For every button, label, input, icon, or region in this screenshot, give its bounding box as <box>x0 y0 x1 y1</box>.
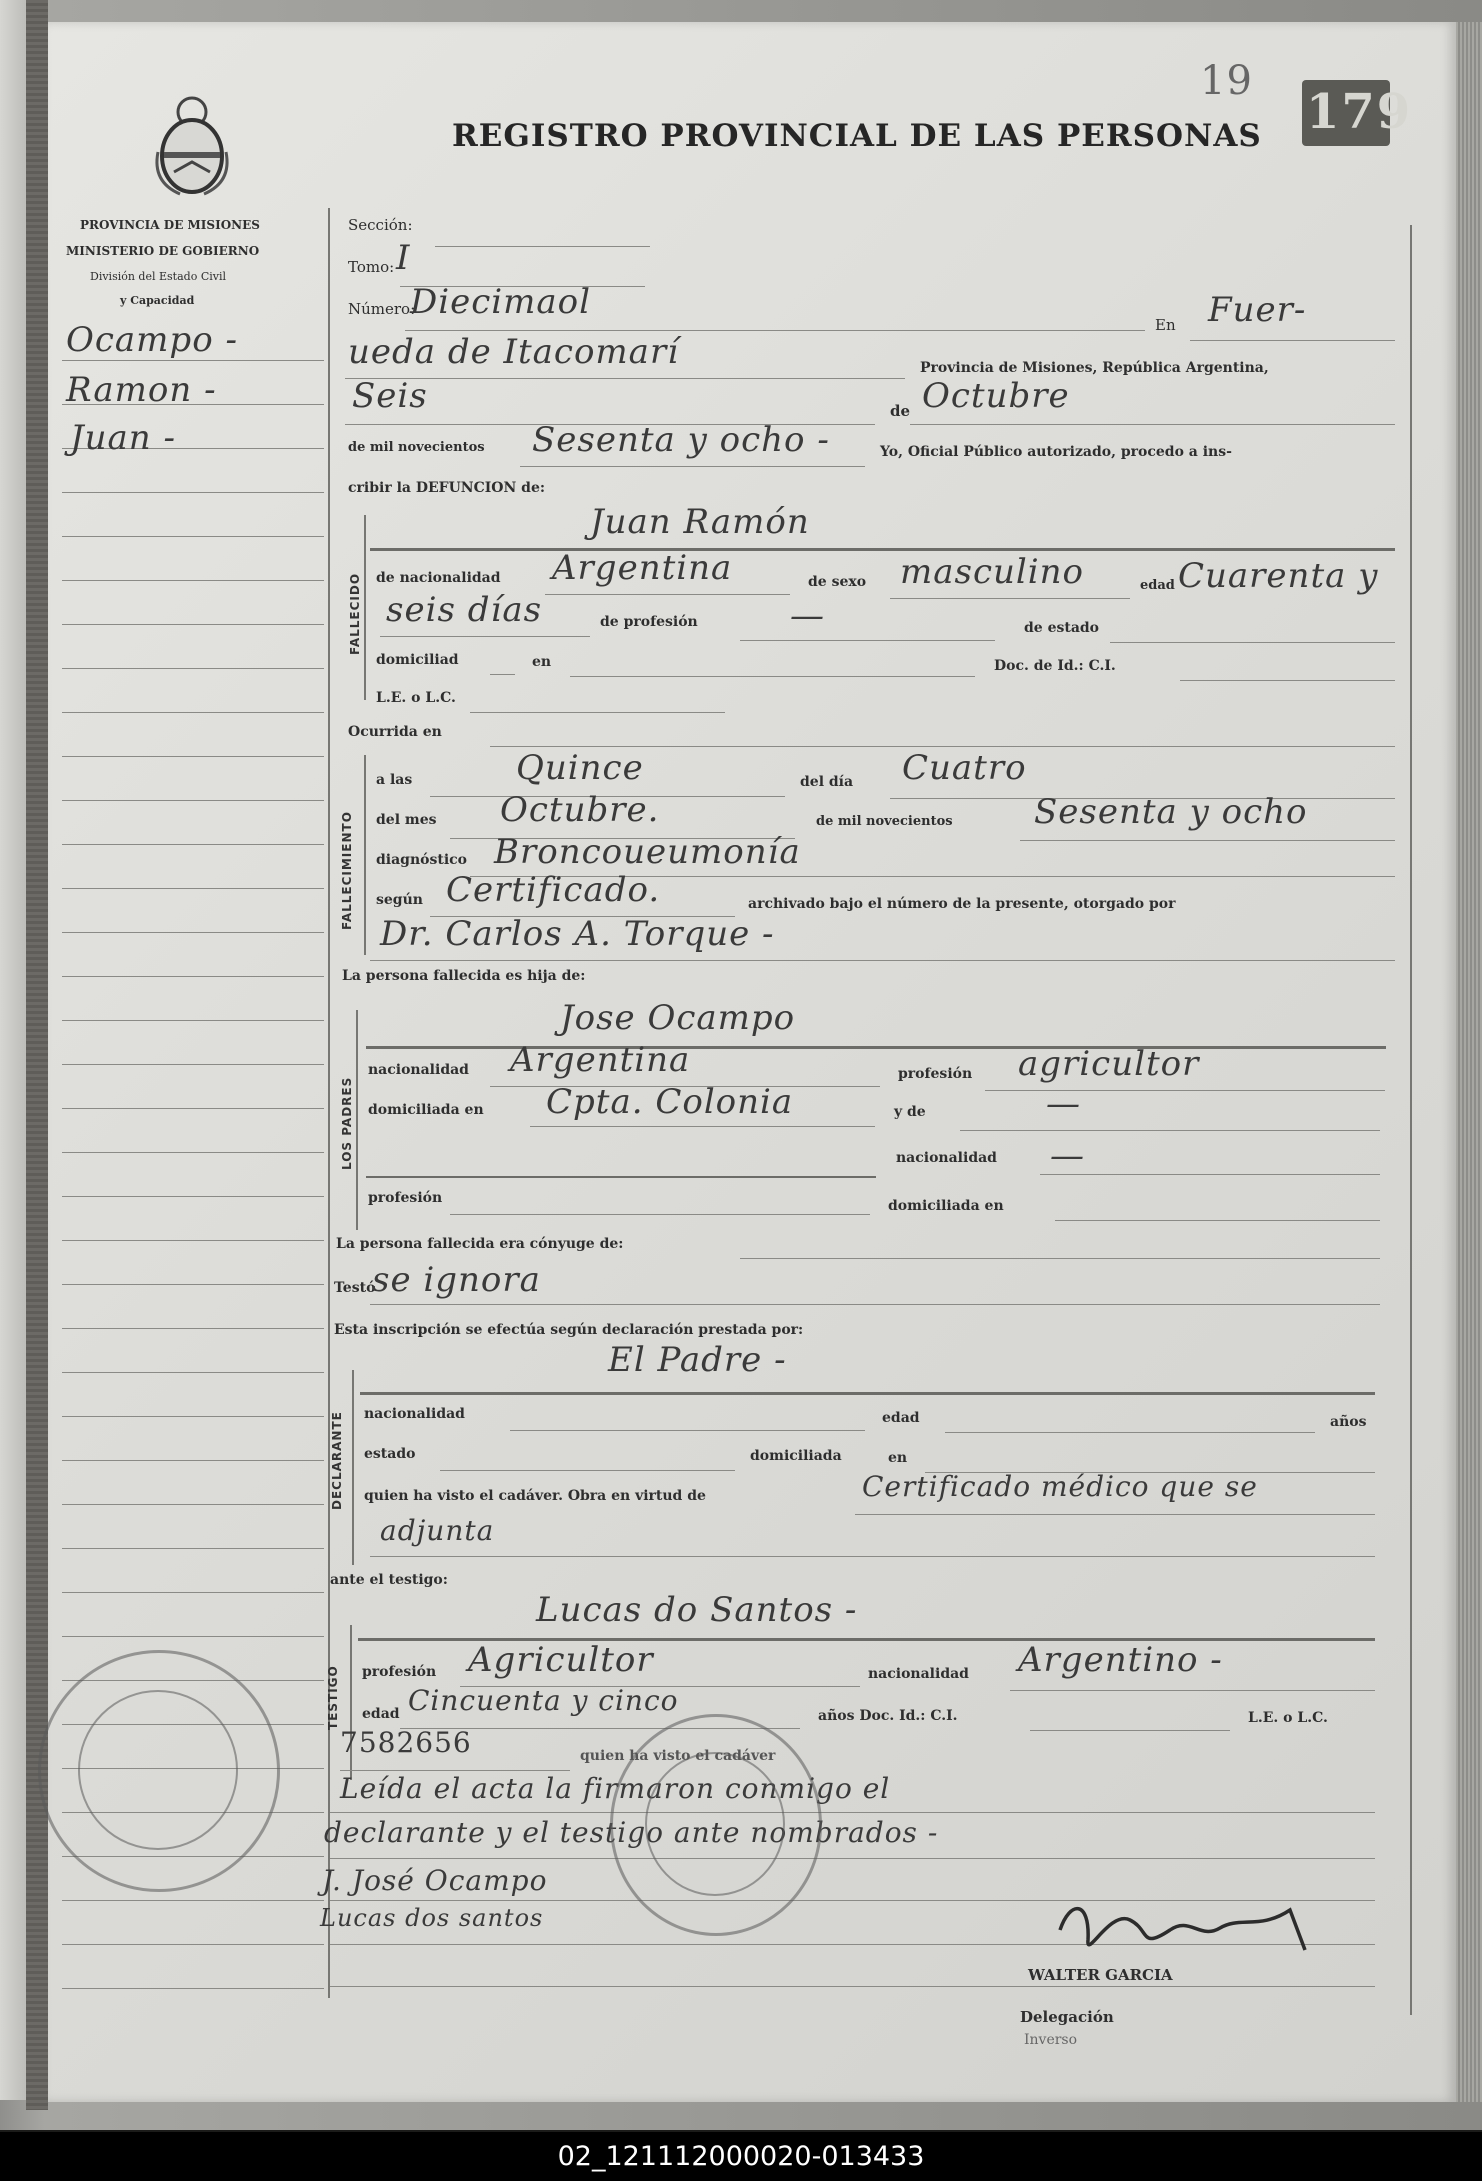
label-quien-visto: quien ha visto el cadáver <box>580 1748 776 1764</box>
label-domiciliada-en-2: domiciliada en <box>888 1198 1004 1214</box>
label-provincia: Provincia de Misiones, República Argentina, <box>920 360 1269 376</box>
margin-rule <box>62 536 324 537</box>
value-edad-2: seis días <box>386 590 543 630</box>
margin-rule <box>62 492 324 493</box>
margin-rule <box>62 756 324 757</box>
margin-rule <box>62 1240 324 1241</box>
round-stamp-center-inner <box>645 1752 785 1896</box>
label-inscribir: cribir la DEFUNCION de: <box>348 480 546 496</box>
value-nac-padre: Argentina <box>510 1040 691 1080</box>
official-inverso: Inverso <box>1024 2032 1078 2048</box>
margin-rule <box>62 1372 324 1373</box>
body-rule <box>330 1812 1375 1813</box>
value-nombre: Juan Ramón <box>590 502 810 542</box>
value-numero: Diecimaol <box>410 282 592 322</box>
margin-rule <box>62 1284 324 1285</box>
side-label-fallecido: FALLECIDO <box>348 572 362 655</box>
label-tomo: Tomo: <box>348 258 395 276</box>
value-dia: Seis <box>352 376 428 416</box>
margin-name-2: Ramon - <box>66 370 217 410</box>
label-testo: Testó <box>334 1280 376 1296</box>
margin-rule <box>62 888 324 889</box>
office-line-4: y Capacidad <box>120 294 195 307</box>
margin-rule <box>62 1416 324 1417</box>
label-a-las: a las <box>376 772 413 788</box>
label-del-mes: del mes <box>376 812 437 828</box>
label-domiciliada-en: domiciliada en <box>368 1102 484 1118</box>
label-edad: edad <box>1140 578 1175 593</box>
label-le-lc-2: L.E. o L.C. <box>1248 1710 1328 1726</box>
margin-rule <box>62 580 324 581</box>
right-border <box>1410 225 1412 2015</box>
folio-handwritten: 19 <box>1200 58 1253 104</box>
value-dia-fall: Cuatro <box>902 748 1027 788</box>
margin-name-1: Ocampo - <box>66 320 238 360</box>
label-y-de: y de <box>894 1104 926 1120</box>
margin-rule <box>62 1504 324 1505</box>
label-nacionalidad-2: nacionalidad <box>368 1062 469 1078</box>
label-domiciliada-2: domiciliada <box>750 1448 842 1464</box>
margin-rule <box>62 1328 324 1329</box>
label-hija-de: La persona fallecida es hija de: <box>342 968 586 984</box>
label-conyuge: La persona fallecida era cónyuge de: <box>336 1236 624 1252</box>
page-title: REGISTRO PROVINCIAL DE LAS PERSONAS <box>452 118 1262 154</box>
label-anos: años <box>1330 1414 1367 1430</box>
margin-rule <box>62 712 324 713</box>
value-padre: Jose Ocampo <box>560 998 796 1038</box>
margin-rule <box>62 1548 324 1549</box>
value-nacionalidad: Argentina <box>552 548 733 588</box>
label-inscripcion: Esta inscripción se efectúa según declaración prestada por: <box>334 1322 804 1338</box>
label-numero: Número: <box>348 300 416 318</box>
office-line-2: MINISTERIO DE GOBIERNO <box>66 244 260 258</box>
value-mes: Octubre <box>922 376 1070 416</box>
value-tomo: I <box>396 238 411 278</box>
value-otorgado: Dr. Carlos A. Torque - <box>380 914 775 954</box>
image-caption: 02_121112000020-013433 <box>0 2132 1482 2181</box>
label-edad-3: edad <box>362 1706 400 1722</box>
label-estado: de estado <box>1024 620 1100 636</box>
value-leida-1: Leída el acta la firmaron conmigo el <box>340 1772 891 1805</box>
margin-rule <box>62 1900 324 1901</box>
label-testigo: ante el testigo: <box>330 1572 448 1588</box>
label-nacionalidad: de nacionalidad <box>376 570 501 586</box>
label-de: de <box>890 402 911 420</box>
margin-rule <box>62 624 324 625</box>
label-doc: Doc. de Id.: C.I. <box>994 658 1116 674</box>
label-profesion: de profesión <box>600 614 698 630</box>
body-rule <box>330 1986 1375 1987</box>
value-segun: Certificado. <box>446 870 661 910</box>
folio-stamp-number: 179 <box>1306 84 1413 140</box>
value-ci-testigo: 7582656 <box>340 1726 472 1759</box>
margin-rule <box>62 1196 324 1197</box>
value-nac-madre: — <box>1050 1136 1085 1176</box>
label-edad-2: edad <box>882 1410 920 1426</box>
margin-rule <box>62 1592 324 1593</box>
side-label-fallecimiento: FALLECIMIENTO <box>340 811 354 930</box>
value-diagnostico: Broncoueumonía <box>494 832 801 872</box>
value-obra-2: adjunta <box>380 1514 495 1547</box>
margin-rule <box>62 932 324 933</box>
value-prof-padre: agricultor <box>1018 1044 1200 1084</box>
value-anio-fall: Sesenta y ocho <box>1034 792 1308 832</box>
margin-rule <box>62 1152 324 1153</box>
label-archivado: archivado bajo el número de la presente, otorgado por <box>748 896 1176 912</box>
margin-rule <box>62 1020 324 1021</box>
value-firma-2: Lucas dos santos <box>320 1904 544 1932</box>
label-en-2: en <box>888 1450 908 1466</box>
value-edad-testigo: Cincuenta y cinco <box>408 1684 679 1717</box>
margin-rule <box>62 976 324 977</box>
value-testo: se ignora <box>372 1260 541 1300</box>
round-stamp-left-inner <box>78 1690 238 1850</box>
value-en: Fuer- <box>1208 290 1307 330</box>
value-hora: Quince <box>516 748 644 788</box>
label-anos-doc: años Doc. Id.: C.I. <box>818 1708 958 1724</box>
label-nacionalidad-4: nacionalidad <box>364 1406 465 1422</box>
margin-rule <box>62 668 324 669</box>
label-de-mil-2: de mil novecientos <box>816 814 953 829</box>
value-place: ueda de Itacomarí <box>348 332 680 372</box>
label-visto: quien ha visto el cadáver. Obra en virtud de <box>364 1488 706 1504</box>
left-page-edge <box>0 0 28 2100</box>
label-oficial: Yo, Oficial Público autorizado, procedo a ins- <box>880 444 1232 460</box>
value-leida-2: declarante y el testigo ante nombrados - <box>324 1816 939 1849</box>
value-edad: Cuarenta y <box>1178 556 1379 596</box>
label-en: En <box>1155 316 1176 334</box>
official-delegacion: Delegación <box>1020 2008 1114 2026</box>
page-stack-edge <box>1456 22 1482 2102</box>
value-mes-fall: Octubre. <box>500 790 660 830</box>
margin-name-3: Juan - <box>70 418 176 458</box>
value-firma-1: J. José Ocampo <box>322 1864 548 1897</box>
margin-rule <box>62 1988 324 1989</box>
label-sexo: de sexo <box>808 574 867 590</box>
label-domiciliado: domiciliad <box>376 652 459 668</box>
margin-rule <box>62 800 324 801</box>
official-name: WALTER GARCIA <box>1028 1966 1173 1984</box>
value-dom-padre: Cpta. Colonia <box>546 1082 794 1122</box>
value-profesion: — <box>790 596 825 636</box>
label-estado-2: estado <box>364 1446 416 1462</box>
official-signature <box>1050 1890 1320 1970</box>
label-nacionalidad-3: nacionalidad <box>896 1150 997 1166</box>
office-line-3: División del Estado Civil <box>90 270 227 283</box>
side-label-testigo: TESTIGO <box>326 1665 340 1730</box>
label-del-dia: del día <box>800 774 854 790</box>
label-de-mil: de mil novecientos <box>348 440 485 455</box>
value-anio: Sesenta y ocho - <box>532 420 830 460</box>
label-nacionalidad-5: nacionalidad <box>868 1666 969 1682</box>
label-seccion: Sección: <box>348 216 413 234</box>
office-line-1: PROVINCIA DE MISIONES <box>80 218 260 232</box>
value-testigo: Lucas do Santos - <box>536 1590 858 1630</box>
side-label-padres: LOS PADRES <box>340 1076 354 1170</box>
value-sexo: masculino <box>900 552 1085 592</box>
label-ocurrida: Ocurrida en <box>348 724 442 740</box>
margin-rule <box>62 1944 324 1945</box>
value-nac-testigo: Argentino - <box>1018 1640 1223 1680</box>
label-le-lc: L.E. o L.C. <box>376 690 456 706</box>
margin-rule <box>62 1064 324 1065</box>
label-profesion-3: profesión <box>368 1190 443 1206</box>
margin-rule <box>62 360 324 361</box>
value-prof-testigo: Agricultor <box>468 1640 654 1680</box>
label-segun: según <box>376 892 423 908</box>
value-obra: Certificado médico que se <box>862 1470 1258 1503</box>
side-label-declarante: DECLARANTE <box>330 1411 344 1510</box>
coat-of-arms-icon <box>150 92 234 202</box>
value-madre: — <box>1046 1084 1081 1124</box>
margin-rule <box>62 1636 324 1637</box>
label-en-small: en <box>532 654 552 670</box>
margin-rule <box>62 1460 324 1461</box>
label-diagnostico: diagnóstico <box>376 852 468 868</box>
value-declarante: El Padre - <box>608 1340 787 1380</box>
margin-rule <box>62 844 324 845</box>
label-profesion-4: profesión <box>362 1664 437 1680</box>
label-profesion-2: profesión <box>898 1066 973 1082</box>
body-rule <box>330 1858 1375 1859</box>
margin-rule <box>62 1108 324 1109</box>
